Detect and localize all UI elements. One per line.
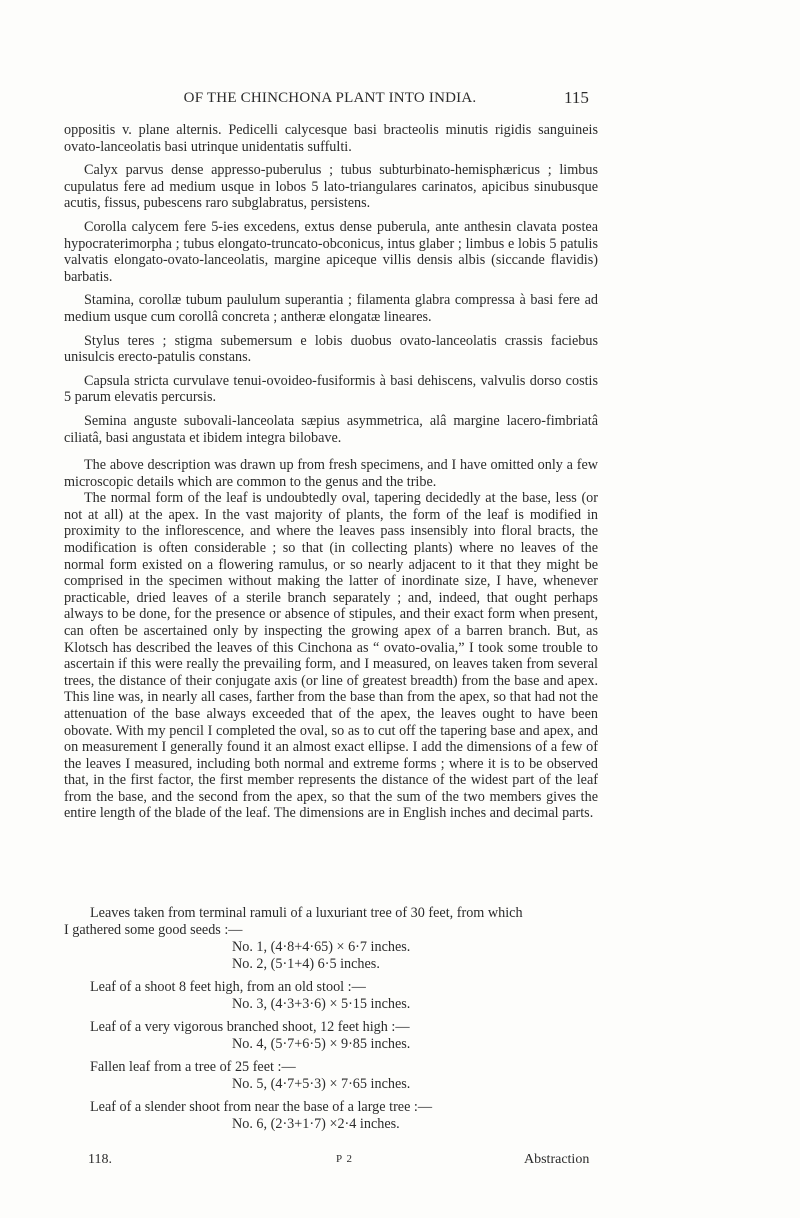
leaf-group-intro: Leaf of a very vigorous branched shoot, 12 feet high :— bbox=[90, 1019, 410, 1035]
latin-paragraph-pedicelli: oppositis v. plane alternis. Pedicelli calycesque basi bracteolis minutis rigidis sanguineis ovato-lanceolatis basi utrinque unidentatis suffulti. bbox=[64, 122, 598, 155]
latin-paragraph-stamina: Stamina, corollæ tubum paululum superantia ; filamenta glabra compressa à basi fere ad medium usque cum corollâ concreta ; antheræ elongatæ lineares. bbox=[64, 292, 598, 325]
leaf-measurements bbox=[64, 905, 604, 1139]
leaf-group-terminal-ramuli bbox=[64, 905, 604, 973]
sheet-mark: P 2 bbox=[336, 1153, 353, 1165]
leaf-measurement: No. 2, (5·1+4) 6·5 inches. bbox=[232, 956, 380, 972]
leaf-group-vigorous-shoot bbox=[64, 1019, 604, 1053]
leaf-measurement: No. 5, (4·7+5·3) × 7·65 inches. bbox=[232, 1076, 411, 1092]
leaf-group-intro: Fallen leaf from a tree of 25 feet :— bbox=[90, 1059, 296, 1075]
leaf-group-slender-shoot bbox=[64, 1099, 604, 1133]
latin-paragraph-capsula: Capsula stricta curvulave tenui-ovoideo-fusiformis à basi dehiscens, valvulis dorso costis 5 parum elevatis percursis. bbox=[64, 372, 598, 406]
catchword: Abstraction bbox=[524, 1152, 590, 1167]
leaf-measurement: No. 3, (4·3+3·6) × 5·15 inches. bbox=[232, 996, 411, 1012]
english-commentary bbox=[64, 457, 598, 822]
leaf-group-fallen-leaf bbox=[64, 1059, 604, 1093]
leaf-measurement: No. 1, (4·8+4·65) × 6·7 inches. bbox=[232, 939, 411, 955]
signature-mark: 118. bbox=[88, 1152, 112, 1167]
leaf-measurement: No. 4, (5·7+6·5) × 9·85 inches. bbox=[232, 1036, 411, 1052]
running-title: OF THE CHINCHONA PLANT INTO INDIA. bbox=[183, 90, 477, 106]
paragraph-leaf-form: The normal form of the leaf is undoubtedly oval, tapering decidedly at the base, less (or not at all) at the apex. In the vast majority of plants, the form of the leaf is modified in proximity to the inflorescence, and where the leaves pass insensibly into floral bracts, the modification is often considerable ; so that (in collecting plants) where no leaves of the normal form existed on a flowering ramulus, or so nearly adjacent to it that they might be comprised in the specimen without making the latter of inordinate size, I have, whenever practicable, dried leaves of a sterile branch separately ; and, indeed, that ought perhaps always to be done, for the presence or absence of stipules, and their exact form when present, can often be ascertained only by inspecting the growing apex of a barren branch. But, as Klotsch has described the leaves of this Cinchona as “ ovato-ovalia,” I took some trouble to ascertain if this were really the prevailing form, and I measured, on leaves taken from several trees, the distance of their conjugate axis (or line of greatest breadth) from the base and apex. This line was, in nearly all cases, farther from the base than from the apex, so that had not the attenuation of the base always exceeded that of the apex, the leaves ought to have been obovate. With my pencil I completed the oval, so as to cut off the tapering base and apex, and on measurement I generally found it an almost exact ellipse. I add the dimensions of a few of the leaves I measured, including both normal and extreme forms ; where it is to be observed that, in the first factor, the first member represents the distance of the widest part of the leaf from the base, and the second from the apex, so that the sum of the two members gives the entire length of the blade of the leaf. The dimensions are in English inches and decimal parts. bbox=[64, 490, 598, 822]
latin-paragraph-corolla: Corolla calycem fere 5-ies excedens, extus dense puberula, ante anthesin clavata postea hypocraterimorpha ; tubus elongato-truncato-obconicus, intus glaber ; limbus e lobis 5 patulis valvatis elongato-ovato-lanceolatis, margine apiceque villis densis albis (siccande flavidis) barbatis. bbox=[64, 218, 598, 285]
latin-paragraph-semina: Semina anguste subovali-lanceolata sæpius asymmetrica, alâ margine lacero-fimbriatâ ciliatâ, basi angustata et ibidem integra bilobave. bbox=[64, 412, 598, 446]
leaf-group-intro: Leaf of a slender shoot from near the base of a large tree :— bbox=[90, 1099, 433, 1115]
leaf-group-intro-continued: I gathered some good seeds :— bbox=[64, 922, 243, 938]
leaf-group-shoot-8-feet bbox=[64, 979, 604, 1013]
leaf-measurement: No. 6, (2·3+1·7) ×2·4 inches. bbox=[232, 1116, 400, 1132]
paragraph-description-note: The above description was drawn up from fresh specimens, and I have omitted only a few microscopic details which are common to the genus and the tribe. bbox=[64, 457, 598, 490]
latin-paragraph-stylus: Stylus teres ; stigma subemersum e lobis duobus ovato-lanceolatis crassis faciebus unisulcis erecto-patulis constans. bbox=[64, 332, 598, 366]
page-number: 115 bbox=[564, 88, 589, 107]
latin-paragraph-calyx: Calyx parvus dense appresso-puberulus ; tubus subturbinato-hemisphæricus ; limbus cupulatus fere ad medium usque in lobos 5 lato-triangulares carinatos, apicibus sinubusque acutis, fissus, pubescens raro subglabratus, persistens. bbox=[64, 162, 598, 212]
leaf-group-intro: Leaf of a shoot 8 feet high, from an old stool :— bbox=[90, 979, 366, 995]
leaf-group-intro: Leaves taken from terminal ramuli of a luxuriant tree of 30 feet, from which bbox=[90, 905, 523, 921]
latin-description bbox=[64, 122, 598, 453]
